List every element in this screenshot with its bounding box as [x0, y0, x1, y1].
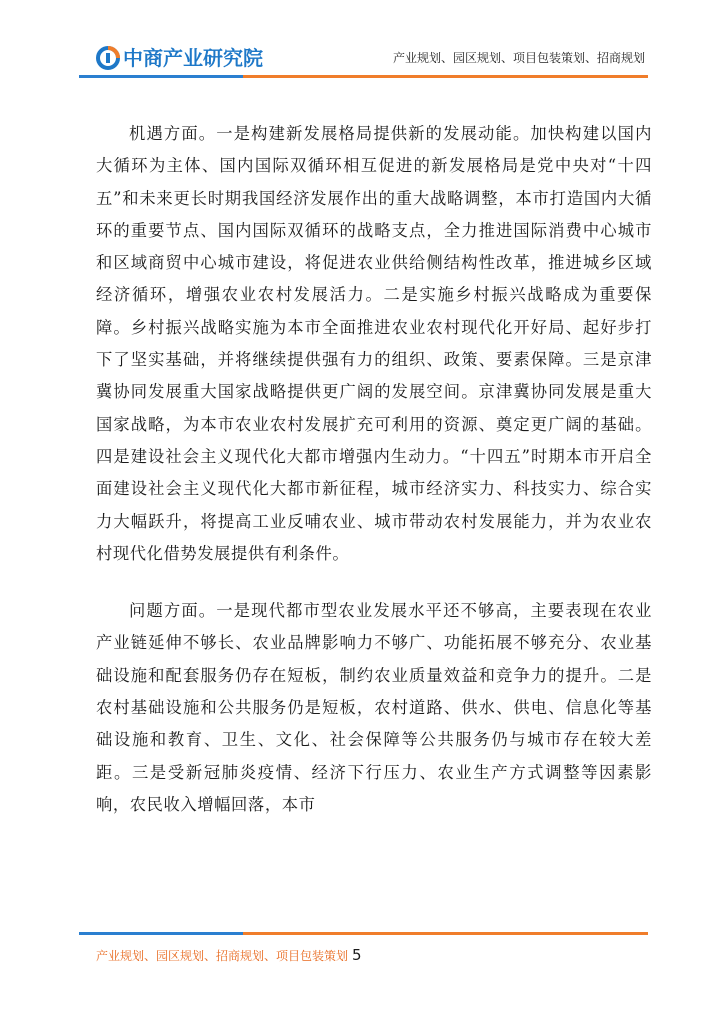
page-header	[0, 0, 724, 80]
header-rule-blue	[79, 75, 243, 78]
header-rule-orange	[243, 75, 648, 78]
page-footer	[96, 946, 362, 965]
logo-mark-icon	[96, 46, 120, 70]
company-logo	[96, 44, 263, 72]
header-tagline: 产业规划、园区规划、项目包装策划、招商规划	[392, 51, 645, 65]
footer-tagline: 产业规划、园区规划、招商规划、项目包装策划	[96, 949, 349, 963]
document-body	[96, 118, 652, 821]
footer-rule-blue	[79, 932, 243, 935]
paragraph-problems: 问题方面。一是现代都市型农业发展水平还不够高，主要表现在农业产业链延伸不够长、农业品牌影响力不够广、功能拓展不够充分、农业基础设施和配套服务仍存在短板，制约农业质量效益和竞争力的提升。二是农村基础设施和公共服务仍是短板，农村道路、供水、供电、信息化等基础设施和教育、卫生、文化、社会保障等公共服务仍与城市存在较大差距。三是受新冠肺炎疫情、经济下行压力、农业生产方式调整等因素影响，农民收入增幅回落，本市	[96, 601, 652, 814]
logo-text: 中商产业研究院	[123, 46, 263, 70]
paragraph-opportunities: 机遇方面。一是构建新发展格局提供新的发展动能。加快构建以国内大循环为主体、国内国际双循环相互促进的新发展格局是党中央对“十四五”和未来更长时期我国经济发展作出的重大战略调整，本市打造国内大循环的重要节点、国内国际双循环的战略支点，全力推进国际消费中心城市和区域商贸中心城市建设，将促进农业供给侧结构性改革，推进城乡区域经济循环，增强农业农村发展活力。二是实施乡村振兴战略成为重要保障。乡村振兴战略实施为本市全面推进农业农村现代化开好局、起好步打下了坚实基础，并将继续提供强有力的组织、政策、要素保障。三是京津冀协同发展重大国家战略提供更广阔的发展空间。京津冀协同发展是重大国家战略，为本市农业农村发展扩充可利用的资源、奠定更广阔的基础。四是建设社会主义现代化大都市增强内生动力。“十四五”时期本市开启全面建设社会主义现代化大都市新征程，城市经济实力、科技实力、综合实力大幅跃升，将提高工业反哺农业、城市带动农村发展能力，并为农业农村现代化借势发展提供有利条件。	[96, 124, 652, 563]
page-number: 5	[352, 946, 362, 964]
footer-rule-orange	[243, 932, 648, 935]
